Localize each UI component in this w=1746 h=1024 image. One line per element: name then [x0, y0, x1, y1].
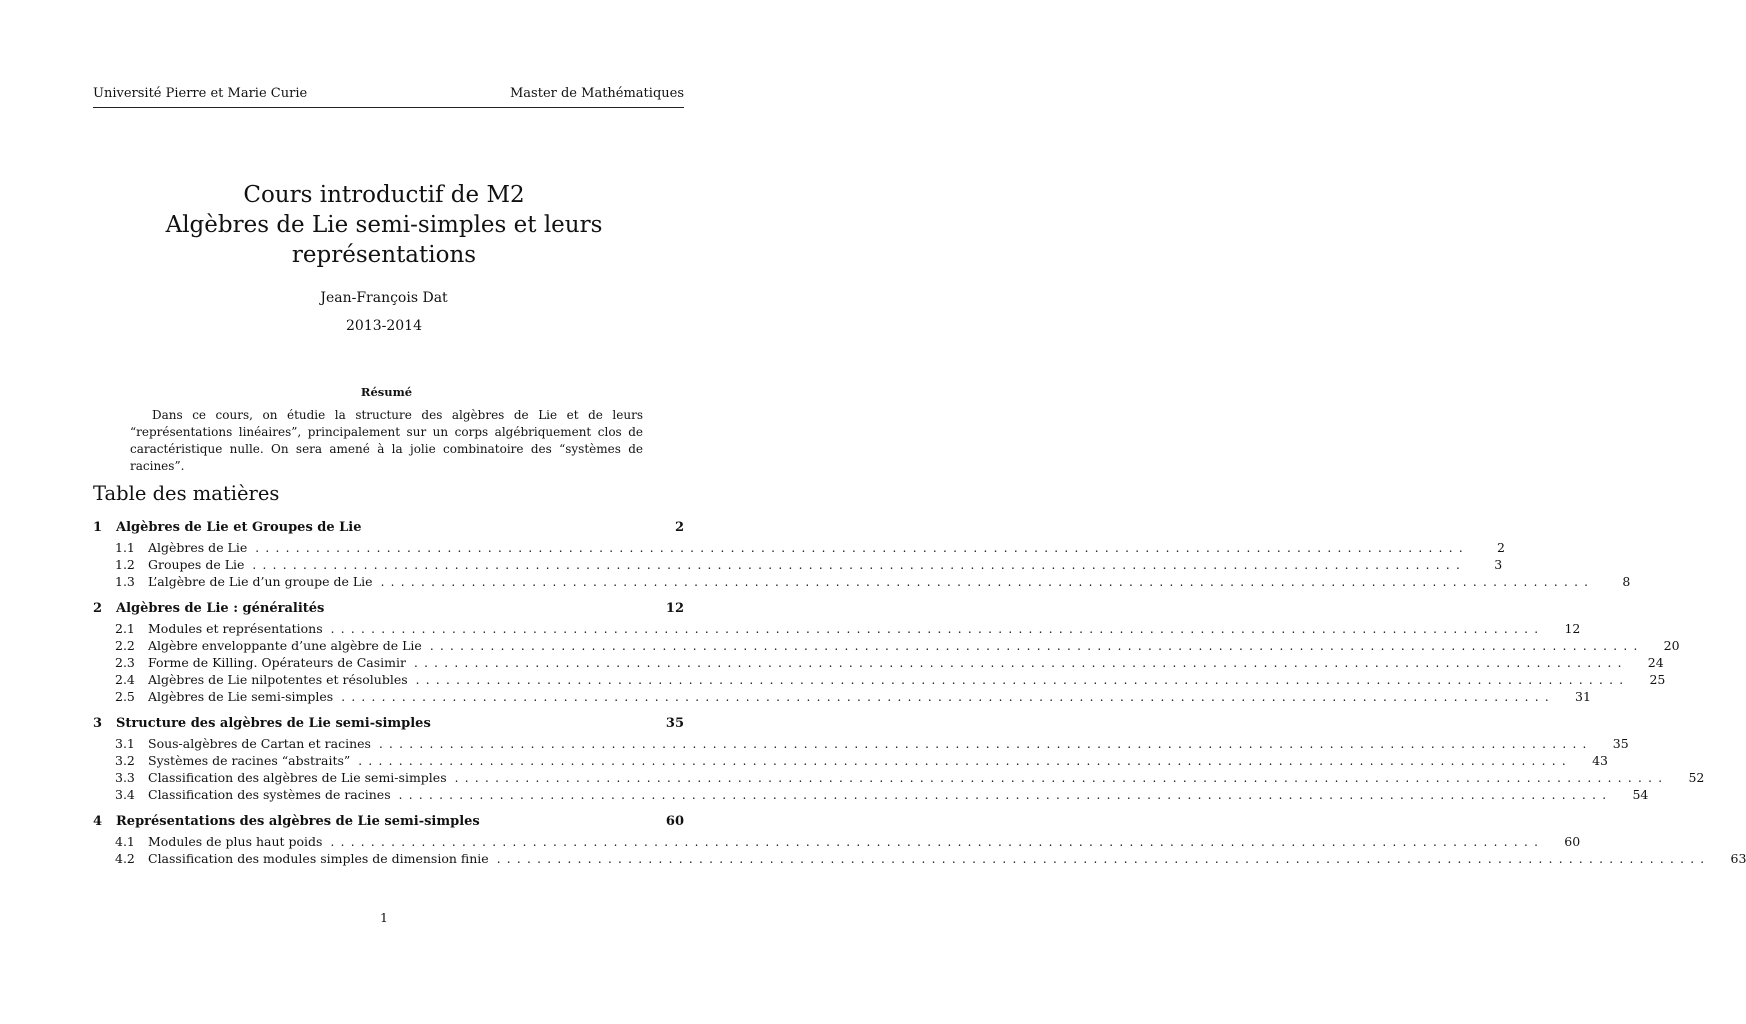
- toc-section-number: 4: [93, 814, 103, 829]
- toc-heading: Table des matières: [93, 482, 280, 505]
- toc-subsection-title: Algèbres de Lie nilpotentes et résolubles: [148, 672, 408, 687]
- toc-entry-subsection-3-1[interactable]: [93, 736, 1629, 753]
- toc-subsection-title: Classification des systèmes de racines: [148, 787, 391, 802]
- toc-section-number: 1: [93, 520, 103, 535]
- toc-section-title: Représentations des algèbres de Lie semi-simples: [116, 814, 480, 829]
- toc-subsection-number: 3.4: [115, 787, 135, 802]
- toc-entry-subsection-3-3[interactable]: [93, 770, 1705, 787]
- toc-leader-dots: ........................................................................................................................: [255, 541, 1469, 555]
- toc-subsection-number: 4.1: [115, 834, 135, 849]
- toc-leader-dots: ........................................................................................................................: [378, 737, 1593, 751]
- toc-section: [93, 601, 1680, 706]
- toc-subsection-number: 2.3: [115, 655, 135, 670]
- toc-leader-dots: ........................................................................................................................: [252, 558, 1467, 572]
- toc-subsection-title: Algèbres de Lie: [148, 540, 248, 555]
- toc-entry-section-4[interactable]: [93, 814, 684, 834]
- toc-subsection-title: L’algèbre de Lie d’un groupe de Lie: [148, 574, 373, 589]
- toc-subsection-page: 2: [1497, 540, 1505, 555]
- toc-leader-dots: ........................................................................................................................: [330, 622, 1545, 636]
- page-number: 1: [380, 910, 388, 925]
- toc-subsection-number: 2.4: [115, 672, 135, 687]
- toc-subsection-title: Algèbres de Lie semi-simples: [148, 689, 334, 704]
- toc-section: [93, 814, 1746, 868]
- toc-subsection-number: 2.2: [115, 638, 135, 653]
- toc-leader-dots: ........................................................................................................................: [415, 673, 1630, 687]
- header-program: Master de Mathématiques: [509, 86, 684, 101]
- toc-subsection-title: Sous-algèbres de Cartan et racines: [148, 736, 371, 751]
- toc-subsection-page: 35: [1612, 736, 1629, 751]
- toc-leader-dots: ........................................................................................................................: [398, 788, 1613, 802]
- toc-subsection-page: 20: [1663, 638, 1680, 653]
- document-title-line-1: Cours introductif de M2: [243, 182, 525, 208]
- toc-subsection-title: Algèbre enveloppante d’une algèbre de Lie: [148, 638, 422, 653]
- toc-section-page: 12: [665, 601, 684, 616]
- toc-entry-section-3[interactable]: [93, 716, 684, 736]
- toc-subsection-title: Modules de plus haut poids: [148, 834, 323, 849]
- toc-entry-subsection-2-3[interactable]: [93, 655, 1664, 672]
- document-title-line-2: Algèbres de Lie semi-simples et leurs: [165, 212, 603, 238]
- toc-subsection-page: 54: [1632, 787, 1649, 802]
- toc-leader-dots: ........................................................................................................................: [330, 835, 1545, 849]
- toc-section-title: Algèbres de Lie : généralités: [116, 601, 325, 616]
- toc-entry-subsection-1-2[interactable]: [93, 557, 1503, 574]
- toc-entry-subsection-3-4[interactable]: [93, 787, 1649, 804]
- toc-section-title: Structure des algèbres de Lie semi-simples: [116, 716, 431, 731]
- toc-subsection-page: 43: [1592, 753, 1609, 768]
- toc-subsection-title: Groupes de Lie: [148, 557, 245, 572]
- toc-entry-subsection-4-1[interactable]: [93, 834, 1581, 851]
- running-header: [93, 86, 684, 108]
- toc-subsection-title: Classification des modules simples de dimension finie: [148, 851, 489, 866]
- toc-subsection-number: 3.2: [115, 753, 135, 768]
- toc-section-title: Algèbres de Lie et Groupes de Lie: [116, 520, 362, 535]
- toc-section-page: 60: [665, 814, 684, 829]
- toc-leader-dots: ........................................................................................................................: [341, 690, 1555, 704]
- toc-entry-subsection-2-4[interactable]: [93, 672, 1666, 689]
- toc-leader-dots: ........................................................................................................................: [454, 771, 1669, 785]
- abstract-text: [130, 407, 643, 475]
- toc-subsection-page: 31: [1575, 689, 1591, 704]
- toc-subsection-page: 52: [1688, 770, 1705, 785]
- toc-entry-section-1[interactable]: [93, 520, 684, 540]
- abstract: [130, 385, 643, 475]
- toc-section-page: 2: [674, 520, 684, 535]
- toc-entry-subsection-1-3[interactable]: [93, 574, 1631, 591]
- document-title-line-3: représentations: [291, 242, 477, 268]
- toc-leader-dots: ........................................................................................................................: [413, 656, 1628, 670]
- header-institution: Université Pierre et Marie Curie: [93, 86, 308, 101]
- toc-subsection-number: 1.1: [115, 540, 135, 555]
- toc-subsection-number: 3.3: [115, 770, 135, 785]
- toc-entry-section-2[interactable]: [93, 601, 684, 621]
- toc-subsection-page: 24: [1647, 655, 1664, 670]
- toc-entry-subsection-2-1[interactable]: [93, 621, 1581, 638]
- toc-entry-subsection-2-5[interactable]: [93, 689, 1591, 706]
- toc-entry-subsection-2-2[interactable]: [93, 638, 1680, 655]
- toc-section-number: 3: [93, 716, 103, 731]
- toc-leader-dots: ........................................................................................................................: [380, 575, 1595, 589]
- toc-section: [93, 716, 1705, 804]
- toc-entry-subsection-3-2[interactable]: [93, 753, 1609, 770]
- toc-subsection-title: Modules et représentations: [148, 621, 323, 636]
- toc-section-page: 35: [665, 716, 684, 731]
- title-block: [0, 180, 768, 334]
- toc-section: [93, 520, 1631, 591]
- toc-subsection-page: 12: [1564, 621, 1581, 636]
- toc-leader-dots: ........................................................................................................................: [496, 852, 1711, 866]
- toc-subsection-title: Systèmes de racines “abstraits”: [148, 753, 351, 768]
- toc-subsection-number: 1.3: [115, 574, 135, 589]
- abstract-title: Résumé: [360, 385, 413, 399]
- toc-subsection-number: 2.1: [115, 621, 135, 636]
- toc-subsection-number: 2.5: [115, 689, 135, 704]
- toc-subsection-number: 3.1: [115, 736, 135, 751]
- table-of-contents: [93, 520, 1746, 878]
- toc-subsection-number: 4.2: [115, 851, 135, 866]
- toc-section-number: 2: [93, 601, 103, 616]
- abstract-body: Dans ce cours, on étudie la structure des algèbres de Lie et de leurs “représentations linéaires”, principalement sur un corps algébriquement clos de caractéristique nulle. On sera amené à la jolie combinatoire des “systèmes de racines”.: [130, 408, 643, 473]
- toc-subsection-page: 8: [1622, 574, 1631, 589]
- toc-subsection-title: Forme de Killing. Opérateurs de Casimir: [148, 655, 406, 670]
- toc-leader-dots: ........................................................................................................................: [429, 639, 1644, 653]
- toc-entry-subsection-4-2[interactable]: [93, 851, 1746, 868]
- toc-subsection-title: Classification des algèbres de Lie semi-simples: [148, 770, 447, 785]
- date: 2013-2014: [346, 318, 422, 334]
- toc-leader-dots: ........................................................................................................................: [358, 754, 1573, 768]
- author: Jean-François Dat: [320, 290, 448, 306]
- toc-subsection-page: 63: [1730, 851, 1746, 866]
- toc-subsection-page: 25: [1649, 672, 1666, 687]
- toc-subsection-page: 3: [1494, 557, 1503, 572]
- toc-entry-subsection-1-1[interactable]: [93, 540, 1505, 557]
- toc-subsection-page: 60: [1564, 834, 1581, 849]
- toc-subsection-number: 1.2: [115, 557, 135, 572]
